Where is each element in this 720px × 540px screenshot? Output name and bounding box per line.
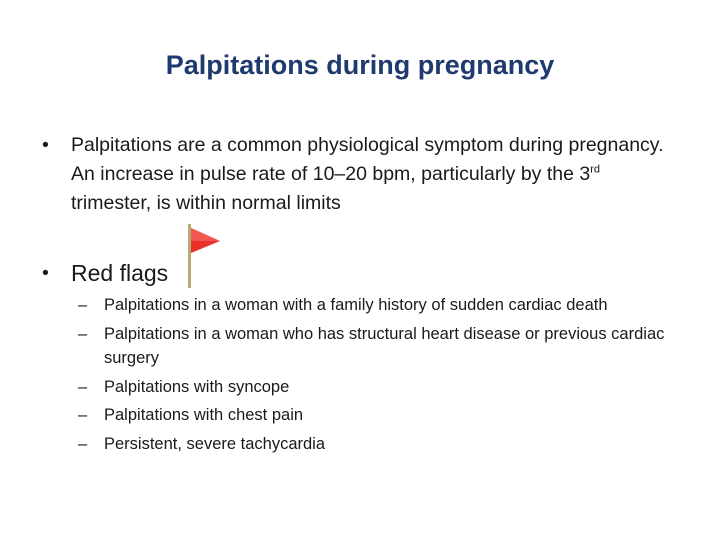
bullet-text-part1: Palpitations are a common physiological symptom during pregnancy. An increase in pulse rate of 10–20 bpm, particularly by the 3 <box>71 134 664 185</box>
dash-marker: – <box>78 377 88 396</box>
bullet-text-superscript: rd <box>590 163 600 176</box>
dash-marker: – <box>78 296 88 314</box>
dash-marker: – <box>78 434 88 453</box>
bullet-text-part2: trimester, is within normal limits <box>71 192 341 214</box>
dash-marker: – <box>78 406 88 424</box>
list-item <box>78 322 688 371</box>
list-item <box>78 293 688 318</box>
bullet-dot: • <box>42 134 49 156</box>
red-flags-list <box>78 293 688 460</box>
bullet-red-flags <box>42 257 168 289</box>
bullet-text <box>71 131 682 218</box>
list-item <box>78 403 688 428</box>
bullet-dot: • <box>42 262 49 284</box>
list-item-text: Persistent, severe tachycardia <box>104 434 326 453</box>
list-item-text: Palpitations in a woman who has structural heart disease or previous cardiac surgery <box>104 324 665 367</box>
list-item-text: Palpitations with chest pain <box>104 406 304 424</box>
list-item <box>78 375 688 400</box>
dash-marker: – <box>78 324 88 343</box>
slide-title: Palpitations during pregnancy <box>165 50 555 80</box>
bullet-palpitations-common <box>42 131 682 218</box>
list-item-text: Palpitations in a woman with a family history of sudden cardiac death <box>104 296 608 314</box>
list-item-text: Palpitations with syncope <box>104 377 290 396</box>
red-flags-heading: Red flags <box>71 260 169 286</box>
red-flag-icon <box>184 224 224 290</box>
list-item <box>78 432 688 457</box>
